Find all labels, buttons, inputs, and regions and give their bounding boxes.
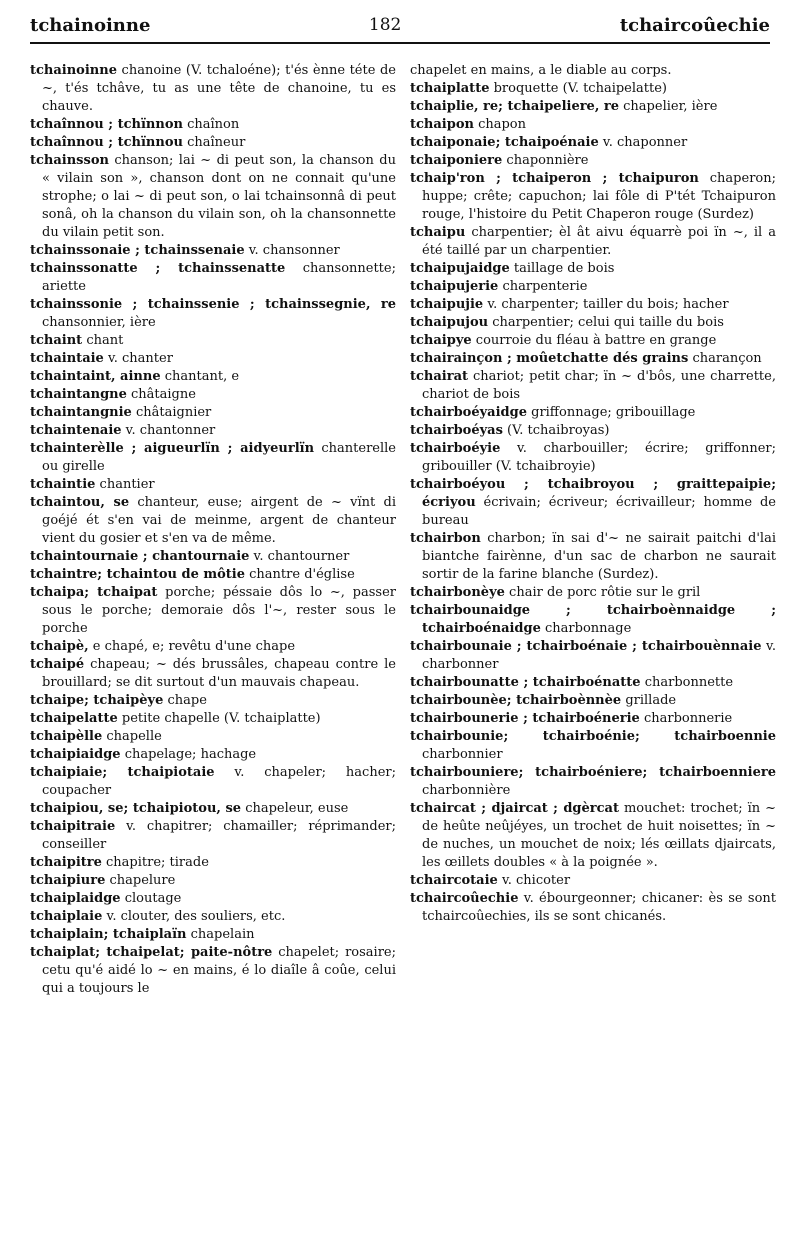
entry-definition: châtaigne	[126, 387, 196, 402]
entry-definition: chapeau; ~ dés brussâles, chapeau contre le brouillard; se dit surtout d'un mauvais chapeau.	[42, 657, 396, 690]
entry-headword: tchaipe; tchaipèye	[30, 693, 164, 708]
entry-headword: tchaiplat; tchaipelat; paite-nôtre	[30, 945, 273, 960]
dictionary-entry	[410, 710, 776, 728]
dictionary-entry	[30, 368, 396, 386]
dictionary-entry	[30, 332, 396, 350]
entry-definition: charançon	[688, 351, 762, 366]
entry-definition: charbonnière	[422, 783, 511, 798]
entry-headword: tchairbon	[410, 531, 481, 546]
entry-definition: chanterelle ou girelle	[42, 441, 396, 474]
dictionary-entry	[30, 692, 396, 710]
dictionary-entry	[410, 260, 776, 278]
dictionary-entry	[410, 98, 776, 116]
entry-definition: écrivain; écriveur; écrivailleur; homme de bureau	[422, 495, 776, 528]
entry-definition: v. charbonner	[422, 639, 776, 672]
dictionary-entry	[410, 800, 776, 872]
entry-headword: tchainssonie ; tchainssenie ; tchainssegnie, re	[30, 297, 396, 312]
entry-definition: charbon; ïn sai d'~ ne sairait paitchi d'lai biantche fairènne, d'un sac de charbon ne saurait sortir de la farine blanche (Surdez).	[422, 531, 776, 582]
dictionary-entry	[410, 368, 776, 404]
entry-definition: chapelle	[102, 729, 162, 744]
entry-headword: tchaipitre	[30, 855, 102, 870]
dictionary-entry	[410, 116, 776, 134]
dictionary-entry	[410, 584, 776, 602]
entry-headword: tchaircotaie	[410, 873, 498, 888]
dictionary-entry	[410, 692, 776, 710]
dictionary-entry	[30, 638, 396, 656]
entry-headword: tchaintaint, ainne	[30, 369, 161, 384]
entry-definition: chapeleur, euse	[241, 801, 349, 816]
dictionary-entry	[410, 440, 776, 476]
dictionary-entry	[30, 872, 396, 890]
entry-definition: chapelure	[105, 873, 176, 888]
entry-headword: tchairboéyas	[410, 423, 503, 438]
entry-definition: v. chantourner	[249, 549, 350, 564]
entry-definition: broquette (V. tchaipelatte)	[489, 81, 667, 96]
dictionary-entry	[30, 242, 396, 260]
dictionary-entry	[410, 314, 776, 332]
entry-headword: tchairboéyaidge	[410, 405, 527, 420]
dictionary-entry	[30, 134, 396, 152]
entry-headword: tchairbounaie ; tchairboénaie ; tchairbouènnaie	[410, 639, 762, 654]
entry-definition: courroie du fléau à battre en grange	[471, 333, 717, 348]
entry-definition: (V. tchaibroyas)	[502, 423, 610, 438]
dictionary-entry	[30, 890, 396, 908]
dictionary-entry	[410, 872, 776, 890]
entry-headword: tchaipiou, se; tchaipiotou, se	[30, 801, 242, 816]
dictionary-entry	[30, 350, 396, 368]
dictionary-entry	[30, 296, 396, 332]
entry-definition: chapon	[473, 117, 527, 132]
dictionary-entry	[410, 296, 776, 314]
entry-headword: tchaipiaidge	[30, 747, 121, 762]
dictionary-entry	[410, 224, 776, 260]
entry-definition: v. chansonner	[244, 243, 340, 258]
dictionary-entry	[30, 818, 396, 854]
entry-headword: tchaiplie, re; tchaipeliere, re	[410, 99, 620, 114]
entry-headword: tchairat	[410, 369, 469, 384]
dictionary-entry	[30, 404, 396, 422]
entry-headword: tchaiplaie	[30, 909, 103, 924]
entry-headword: tchaipye	[410, 333, 472, 348]
entry-definition: chansonnier, ière	[42, 315, 156, 330]
dictionary-entry	[30, 62, 396, 116]
dictionary-entry	[30, 728, 396, 746]
dictionary-entry	[410, 476, 776, 530]
entry-definition: v. charbouiller; écrire; griffonner; gribouiller (V. tchaibroyie)	[422, 441, 776, 474]
dictionary-entry	[410, 134, 776, 152]
entry-definition: v. chapitrer; chamailler; réprimander; conseiller	[42, 819, 396, 852]
entry-definition: chant	[82, 333, 124, 348]
entry-definition: v. chantonner	[121, 423, 216, 438]
dictionary-entry	[410, 890, 776, 926]
dictionary-entry	[30, 476, 396, 494]
dictionary-entry	[30, 116, 396, 134]
entry-headword: tchaipujaidge	[410, 261, 510, 276]
entry-headword: tchaipè,	[30, 639, 89, 654]
entry-definition: chanoine (V. tchaloéne); t'és ènne téte de ~, t'és tchâve, tu as une tête de chanoine, tu es chauve.	[42, 63, 396, 114]
entry-headword: tchaintangne	[30, 387, 127, 402]
entry-definition: charpentier; celui qui taille du bois	[488, 315, 724, 330]
dictionary-entry	[410, 152, 776, 170]
entry-definition: v. clouter, des souliers, etc.	[102, 909, 286, 924]
entry-definition: charbonnage	[540, 621, 632, 636]
entry-definition: chanteur, euse; airgent de ~ vïnt di goéjé ét s'en vai de meinme, argent de chanteur vient du gosier et s'en va de même.	[42, 495, 396, 546]
entry-definition: chaperon; huppe; crête; capuchon; lai fôle di P'tét Tchaipuron rouge, l'histoire du Petit Chaperon rouge (Surdez)	[422, 171, 776, 222]
dictionary-entry	[410, 170, 776, 224]
entry-headword: tchainsson	[30, 153, 109, 168]
entry-definition: v. chapeler; hacher; coupacher	[42, 765, 396, 798]
dictionary-entry	[410, 350, 776, 368]
entry-headword: tchairbounèe; tchairboènnèe	[410, 693, 622, 708]
entry-headword: tchairbounaidge ; tchairboènnaidge ; tchairboénaidge	[410, 603, 776, 636]
dictionary-entry	[410, 728, 776, 764]
entry-definition: chapitre; tirade	[101, 855, 209, 870]
entry-headword: tchaipujie	[410, 297, 484, 312]
page-number: 182	[368, 15, 402, 35]
entry-definition: charbonnier	[422, 747, 503, 762]
entry-headword: tchairboéyou ; tchaibroyou ; graittepaipie; écriyou	[410, 477, 776, 510]
dictionary-entry	[410, 422, 776, 440]
entry-headword: tchaint	[30, 333, 83, 348]
dictionary-entry	[30, 260, 396, 296]
entry-definition: charpenterie	[498, 279, 588, 294]
dictionary-entry	[30, 944, 396, 998]
entry-definition: petite chapelle (V. tchaiplatte)	[117, 711, 321, 726]
entry-definition: chapelier, ière	[619, 99, 718, 114]
entry-definition: chanson; lai ~ di peut son, la chanson du « vilain son », chanson dont on ne connait qu'une strophe; o lai ~ di peut son, o lai tchainsonnâ di peut sonâ, oh la chanson du vilain son, oh la chansonnette du vilain petit son.	[42, 153, 396, 240]
entry-definition: v. ébourgeonner; chicaner: ès se sont tchaircoûechies, ils se sont chicanés.	[422, 891, 776, 924]
entry-headword: tchainssonaie ; tchainssenaie	[30, 243, 245, 258]
left-running-headword: tchainoinne	[30, 14, 151, 36]
entry-definition: v. chicoter	[497, 873, 571, 888]
dictionary-entry	[30, 746, 396, 764]
entry-headword: tchaintaie	[30, 351, 104, 366]
entry-headword: tchaiplaidge	[30, 891, 121, 906]
entry-headword: tchairbounerie ; tchairboénerie	[410, 711, 640, 726]
entry-definition: châtaignier	[131, 405, 212, 420]
entry-definition: chair de porc rôtie sur le gril	[504, 585, 701, 600]
entry-headword: tchaipu	[410, 225, 466, 240]
entry-headword: tchaipa; tchaipat	[30, 585, 158, 600]
dictionary-entry	[410, 602, 776, 638]
entry-definition: chapelet en mains, a le diable au corps.	[410, 63, 672, 78]
entry-definition: griffonnage; gribouillage	[526, 405, 696, 420]
entry-headword: tchairainçon ; moûetchatte dés grains	[410, 351, 689, 366]
left-column	[30, 62, 396, 998]
entry-headword: tchaipèlle	[30, 729, 103, 744]
dictionary-entry	[30, 908, 396, 926]
entry-definition: chapelage; hachage	[120, 747, 257, 762]
entry-definition: chapelain	[186, 927, 255, 942]
entry-headword: tchaipé	[30, 657, 85, 672]
entry-headword: tchairboéyie	[410, 441, 501, 456]
entry-definition: charpentier; èl ât aivu équarrè poi ïn ~, il a été taillé par un charpentier.	[422, 225, 776, 258]
entry-headword: tchaiplain; tchaiplaïn	[30, 927, 187, 942]
entry-definition: chariot; petit char; ïn ~ d'bôs, une charrette, chariot de bois	[422, 369, 776, 402]
dictionary-entry	[30, 584, 396, 638]
dictionary-entry	[30, 152, 396, 242]
entry-definition: mouchet: trochet; ïn ~ de heûte neûjéyes, un trochet de huit noisettes; ïn ~ de nuches, un mouchet de noix; lés œillats djaircats, les œillets doubles « à la poignée ».	[422, 801, 776, 870]
entry-headword: tchaiplatte	[410, 81, 490, 96]
entry-headword: tchaintangnie	[30, 405, 132, 420]
entry-headword: tchaiponaie; tchaipoénaie	[410, 135, 599, 150]
entry-headword: tchaipiure	[30, 873, 106, 888]
dictionary-entry	[30, 854, 396, 872]
entry-headword: tchaipiaie; tchaipiotaie	[30, 765, 215, 780]
entry-headword: tchainterèlle ; aigueurlïn ; aidyeurlïn	[30, 441, 315, 456]
entry-headword: tchaipitraie	[30, 819, 116, 834]
entry-definition: taillage de bois	[509, 261, 615, 276]
dictionary-entry	[30, 926, 396, 944]
entry-definition: v. chanter	[103, 351, 173, 366]
entry-definition: cloutage	[120, 891, 182, 906]
dictionary-entry	[30, 386, 396, 404]
entry-headword: tchaip'ron ; tchaiperon ; tchaipuron	[410, 171, 699, 186]
dictionary-entry	[30, 422, 396, 440]
page-columns	[30, 62, 776, 1242]
entry-definition: e chapé, e; revêtu d'une chape	[88, 639, 296, 654]
entry-headword: tchaircoûechie	[410, 891, 519, 906]
dictionary-entry	[410, 278, 776, 296]
entry-headword: tchaintie	[30, 477, 96, 492]
entry-headword: tchairbounie; tchairboénie; tchairboennie	[410, 729, 776, 744]
entry-definition: chantier	[95, 477, 155, 492]
page-header	[30, 8, 770, 44]
dictionary-entry	[30, 440, 396, 476]
dictionary-entry	[410, 404, 776, 422]
dictionary-entry	[30, 764, 396, 800]
entry-headword: tchainoinne	[30, 63, 117, 78]
entry-definition: chansonnette; ariette	[42, 261, 396, 294]
entry-headword: tchairbonèye	[410, 585, 505, 600]
dictionary-entry	[30, 800, 396, 818]
entry-headword: tchaintre; tchaintou de môtie	[30, 567, 246, 582]
dictionary-entry	[30, 710, 396, 728]
dictionary-entry	[410, 332, 776, 350]
dictionary-entry	[30, 656, 396, 692]
entry-definition: charbonnette	[640, 675, 734, 690]
entry-headword: tchaintou, se	[30, 495, 130, 510]
right-column	[410, 62, 776, 926]
dictionary-entry	[410, 62, 776, 80]
entry-headword: tchaircat ; djaircat ; dgèrcat	[410, 801, 619, 816]
entry-headword: tchainssonatte ; tchainssenatte	[30, 261, 286, 276]
entry-definition: chantant, e	[160, 369, 240, 384]
entry-headword: tchairbouniere; tchairboéniere; tchairboenniere	[410, 765, 776, 780]
dictionary-entry	[30, 494, 396, 548]
entry-headword: tchaiponiere	[410, 153, 503, 168]
dictionary-entry	[410, 764, 776, 800]
entry-definition: chaponnière	[502, 153, 589, 168]
entry-definition: charbonnerie	[639, 711, 733, 726]
entry-definition: chantre d'église	[245, 567, 355, 582]
entry-definition: grillade	[621, 693, 677, 708]
dictionary-entry	[30, 548, 396, 566]
dictionary-entry	[410, 638, 776, 674]
entry-headword: tchaipon	[410, 117, 474, 132]
entry-definition: v. chaponner	[598, 135, 688, 150]
entry-definition: chaîneur	[182, 135, 246, 150]
entry-definition: v. charpenter; tailler du bois; hacher	[483, 297, 729, 312]
entry-headword: tchaintournaie ; chantournaie	[30, 549, 250, 564]
entry-definition: chaînon	[182, 117, 240, 132]
dictionary-entry	[410, 80, 776, 98]
dictionary-entry	[410, 674, 776, 692]
entry-headword: tchaînnou ; tchïnnon	[30, 117, 183, 132]
entry-definition: chapelet; rosaire; cetu qu'é aidé lo ~ en mains, é lo diaîle â coûe, celui qui a toujours le	[42, 945, 396, 996]
dictionary-entry	[410, 530, 776, 584]
entry-definition: chape	[163, 693, 207, 708]
entry-headword: tchairbounatte ; tchairboénatte	[410, 675, 641, 690]
entry-headword: tchaînnou ; tchïnnou	[30, 135, 183, 150]
entry-headword: tchaipujerie	[410, 279, 499, 294]
entry-headword: tchaipelatte	[30, 711, 118, 726]
dictionary-entry	[30, 566, 396, 584]
right-running-headword: tchaircoûechie	[619, 14, 770, 36]
entry-definition: porche; péssaie dôs lo ~, passer sous le porche; demoraie dôs l'~, rester sous le porche	[42, 585, 396, 636]
entry-headword: tchaintenaie	[30, 423, 122, 438]
entry-headword: tchaipujou	[410, 315, 489, 330]
